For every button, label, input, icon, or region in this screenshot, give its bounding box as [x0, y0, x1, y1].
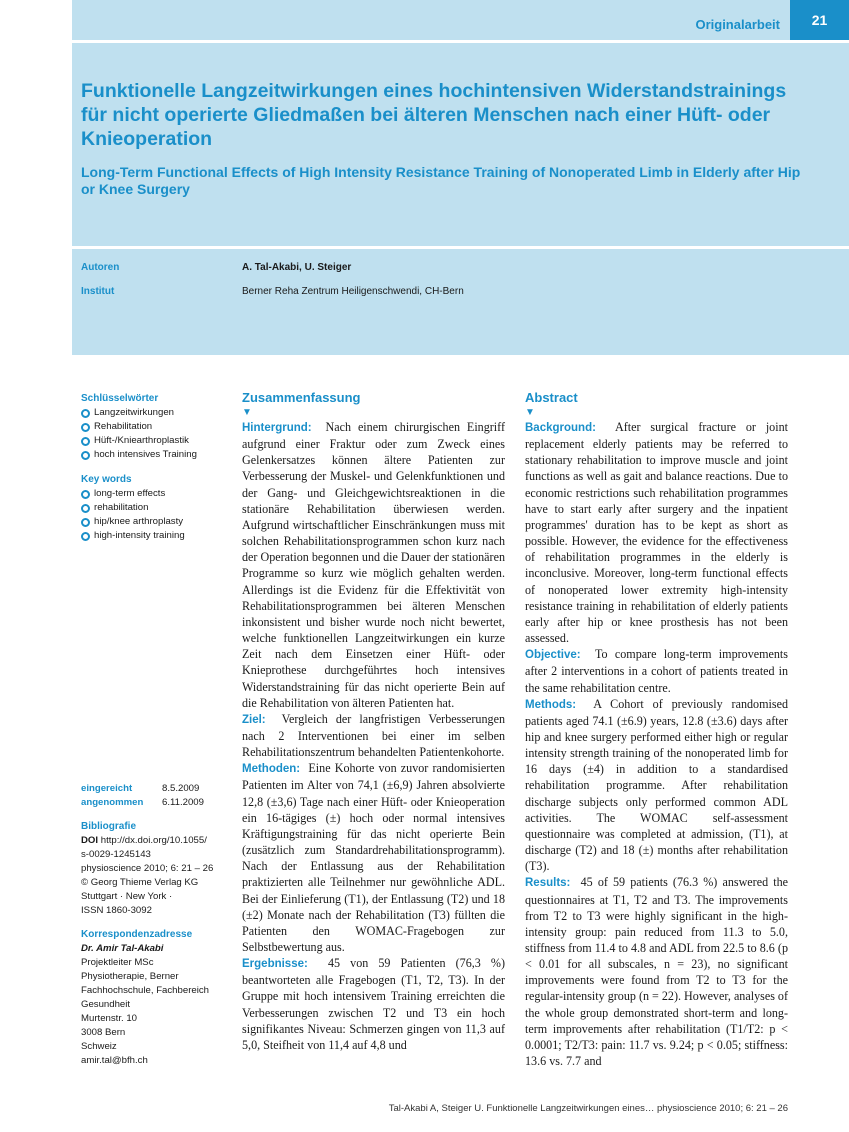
keywords-de-heading: Schlüsselwörter [81, 393, 159, 404]
zusammenfassung-heading: Zusammenfassung [242, 390, 361, 405]
copyright: © Georg Thieme Verlag KG [81, 877, 199, 888]
abstract-text: Background: After surgical fracture or joint replacement elderly patients may be referred to stationary rehabilitation to improve muscle and joint functions as well as gait and balance reactions. Due to economic restrictions such rehabilitation programmes have to start early after surgery and the inpatient programmes' duration has to be kept as short as possible. However, the evidence for the effectiveness of rehabilitation programmes in the elderly is inconclusive. Moreover, long-term functional effects of nonoperated lower extremity high-intensity resistance training in rehabilitation of elderly patients early after hip or knee prosthesis has not been assessed. Objective: To compare long-term improvements after 2 interventions in a cohort of patients treated in the same rehabilitation centre. Methods: A Cohort of previously randomised patients aged 74.1 (±6.9) years, 12.8 (±3.6) days after hip and knee surgery performed either high or regular intensity strength training of the nonoperated limb for 16 days (±4) in addition to a standardised rehabilitation programme. After rehabilitation discharge subjects only performed common ADL activities. The WOMAC self-assessment questionnaire was completed at admission, (T1), at discharge (T2) and 18 (±) months after rehabilitation (T3). Results: 45 of 59 patients (76.3 %) answered the questionnaires at T1, T2 and T3. The improvements from T2 to T3 were highly significant in the high-intensity group: pain reduced from 11.3 to 5.0, stiffness from 11.4 to 4.8 and ADL from 22.5 to 8.6 (p < 0.01 for all subscales, n = 23), no significant improvements were found from T2 to T3 for the regular-intensity group (n = 22). However, analyses of the whole group demonstrated short-term and long-term improvements after rehabilitation (T1/T2: p < 0.0001; T2/T3: pain: 11.7 vs. 9.24; p < 0.05; stiffness: 13.6 vs. 7.7 and [525, 420, 789, 1069]
section-label: Methoden: [242, 763, 301, 776]
correspondence-name: Dr. Amir Tal-Akabi [81, 943, 164, 954]
keywords-block [81, 392, 231, 543]
bullet-icon [81, 490, 90, 499]
abstract-heading: Abstract [525, 390, 578, 405]
bullet-icon [81, 409, 90, 418]
authors: A. Tal-Akabi, U. Steiger [242, 262, 352, 273]
article-title-english: Long-Term Functional Effects of High Intensity Resistance Training of Nonoperated Limb in Elderly after Hip or Knee Surgery [81, 164, 801, 197]
bibliography-heading: Bibliografie [81, 821, 137, 832]
correspondence-line: Physiotherapie, Berner [81, 971, 179, 982]
keywords-en-list [81, 487, 231, 543]
correspondence-line: Gesundheit [81, 999, 131, 1010]
doi-link-cont[interactable]: s-0029-1245143 [81, 849, 151, 860]
publisher-city: Stuttgart · New York · [81, 891, 173, 902]
accepted-label: angenommen [81, 797, 144, 808]
keyword-item: rehabilitation [81, 501, 231, 515]
keyword-item: hip/knee arthroplasty [81, 515, 231, 529]
keyword-item: Rehabilitation [81, 420, 231, 434]
institute: Berner Reha Zentrum Heiligenschwendi, CH-Bern [242, 286, 464, 297]
publication-info [81, 782, 231, 1068]
correspondence-heading: Korrespondenzadresse [81, 929, 193, 940]
section-label: Originalarbeit [695, 17, 780, 32]
keywords-de-list [81, 406, 231, 462]
received-date: 8.5.2009 [162, 783, 200, 794]
german-abstract [242, 390, 505, 1053]
footer-citation: Tal-Akabi A, Steiger U. Funktionelle Langzeitwirkungen eines… physioscience 2010; 6: 21 – 26 [388, 1103, 788, 1114]
bullet-icon [81, 532, 90, 541]
keyword-item: long-term effects [81, 487, 231, 501]
keyword-item: hoch intensives Training [81, 448, 231, 462]
doi-link[interactable]: http://dx.doi.org/10.1055/ [100, 835, 207, 846]
bullet-icon [81, 451, 90, 460]
section-label: Methods: [525, 698, 577, 711]
bullet-icon [81, 518, 90, 527]
email-link[interactable]: amir.tal@bfh.ch [81, 1055, 148, 1066]
doi-label: DOI [81, 835, 99, 846]
journal-reference: physioscience 2010; 6: 21 – 26 [81, 863, 214, 874]
correspondence-line: Fachhochschule, Fachbereich [81, 985, 209, 996]
page-number: 21 [790, 0, 849, 40]
section-label: Objective: [525, 649, 581, 662]
keywords-en-heading: Key words [81, 474, 132, 485]
section-label: Hintergrund: [242, 422, 312, 434]
authors-label: Autoren [81, 262, 120, 273]
bullet-icon [81, 504, 90, 513]
keyword-item: high-intensity training [81, 529, 231, 543]
institute-label: Institut [81, 286, 115, 297]
section-label: Ergebnisse: [242, 958, 308, 971]
received-label: eingereicht [81, 783, 133, 794]
bibliography-block [81, 820, 231, 918]
correspondence-line: Projektleiter MSc [81, 957, 154, 968]
correspondence-line: 3008 Bern [81, 1027, 126, 1038]
dates-block [81, 782, 231, 810]
correspondence-line: Schweiz [81, 1041, 117, 1052]
section-label: Ziel: [242, 713, 266, 726]
article-title-german: Funktionelle Langzeitwirkungen eines hochintensiven Widerstandstrainings für nicht operierte Gliedmaßen bei älteren Menschen nach einer Hüft- oder Knieoperation [81, 80, 787, 150]
keyword-item: Hüft-/Kniearthroplastik [81, 434, 231, 448]
english-abstract [525, 390, 788, 1069]
section-label: Results: [525, 877, 571, 890]
triangle-down-icon: ▼ [242, 407, 252, 418]
correspondence-line: Murtenstr. 10 [81, 1013, 137, 1024]
bullet-icon [81, 437, 90, 446]
author-panel [72, 249, 849, 355]
header-bar [72, 0, 849, 40]
accepted-date: 6.11.2009 [162, 797, 204, 808]
abstract-text: Hintergrund: Nach einem chirurgischen Eingriff aufgrund einer Fraktur oder zum Zweck eines Gelenkersatzes können ältere Patienten zur Verbesserung der Muskel- und Gelenkfunktionen und der Gang- und Gleichgewichtsreaktionen in die stationäre Rehabilitation überwiesen werden. Aufgrund wirtschaftlicher Einschränkungen muss mit solchen Rehabilitationsprogrammen schon kurz nach der Operation begonnen und die Dauer der stationären Programme so kurz wie möglich gehalten werden. Allerdings ist die Evidenz für die Effektivität von Rehabilitationsprogrammen bei älteren Menschen inkonsistent und bisher wurde noch nicht bewertet, welche funktionellen Langzeitwirkungen ein kurze Zeit nach dem Einsetzen einer Hüft- oder Knieprothese durchgeführtes hoch intensives Widerstandstraining für das nicht operierte Bein auf die Rehabilitation von älteren Patienten hat. Ziel: Vergleich der langfristigen Verbesserungen nach 2 Interventionen bei einer im selben Rehabilitationszentrum behandelten Patientenkohorte. Methoden: Eine Kohorte von zuvor randomisierten Patienten im Alter von 74,1 (±6,9) Jahren absolvierte 12,8 (±3,6) Tage nach einer Hüft- oder Knieoperation ein 16-tägiges (±) hoch oder normal intensives Kräftigungstraining für das nicht operierte Bein (zusätzlich zum Standardrehabilitationsprogramm). Nach der Entlassung aus der Rehabilitation praktizierten alle Teilnehmer nur gewöhnliche ADL. Bei der Einlieferung (T1), der Entlassung (T2) und 18 (±2) Monate nach der Rehabilitation (T3) füllten die Patienten den WOMAC-Fragebogen zur Selbstbewertung aus. Ergebnisse: 45 von 59 Patienten (76,3 %) beantworteten alle Fragebogen (T1, T2, T3). In der Gruppe mit hoch intensivem Training erreichten die Verbesserungen zwischen T2 und T3 ein hoch signifikantes Niveau: Schmerzen gingen von 11,3 auf 5,0, Steifheit von 11,4 auf 4,8 und [242, 420, 506, 1052]
bullet-icon [81, 423, 90, 432]
section-label: Background: [525, 422, 596, 434]
correspondence-block [81, 928, 231, 1068]
triangle-down-icon: ▼ [525, 407, 535, 418]
issn: ISSN 1860-3092 [81, 905, 152, 916]
keyword-item: Langzeitwirkungen [81, 406, 231, 420]
